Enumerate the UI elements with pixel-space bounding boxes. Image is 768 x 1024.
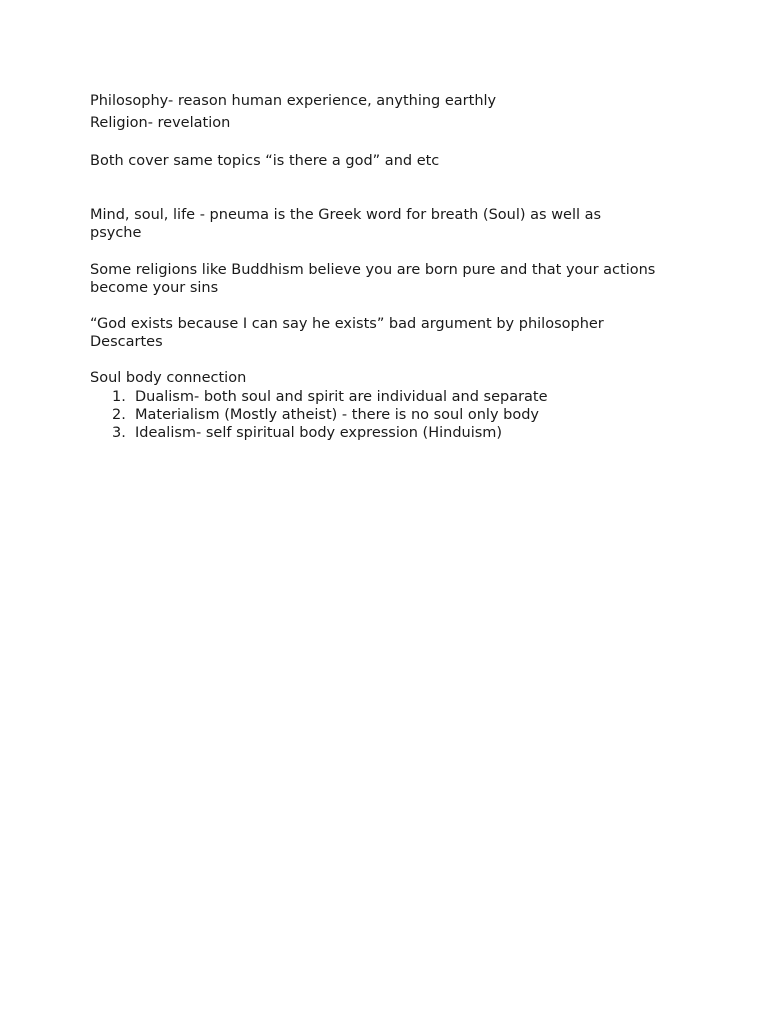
text-line-buddhism-cont: become your sins	[90, 280, 219, 296]
text-line-descartes: “God exists because I can say he exists” bad argument by philosopher	[90, 316, 604, 332]
text-line-mind-soul-cont: psyche	[90, 225, 142, 241]
text-line-buddhism: Some religions like Buddhism believe you are born pure and that your actions	[90, 262, 656, 278]
list-item-number: 3.	[112, 425, 126, 441]
list-item-number: 1.	[112, 389, 126, 405]
list-heading: Soul body connection	[90, 370, 247, 386]
numbered-list	[90, 388, 690, 442]
list-item-text: Materialism (Mostly atheist) - there is no soul only body	[135, 407, 540, 423]
text-line-descartes-cont: Descartes	[90, 334, 163, 350]
list-item	[90, 388, 690, 406]
text-line-mind-soul: Mind, soul, life - pneuma is the Greek word for breath (Soul) as well as	[90, 207, 602, 223]
list-item-text: Idealism- self spiritual body expression (Hinduism)	[135, 425, 503, 441]
text-line-topics: Both cover same topics “is there a god” and etc	[90, 153, 440, 169]
list-item	[90, 406, 690, 424]
text-line-religion: Religion- revelation	[90, 115, 231, 131]
list-item-text: Dualism- both soul and spirit are individual and separate	[135, 389, 548, 405]
list-item-number: 2.	[112, 407, 126, 423]
list-item	[90, 424, 690, 442]
text-line-philosophy: Philosophy- reason human experience, anything earthly	[90, 93, 497, 109]
